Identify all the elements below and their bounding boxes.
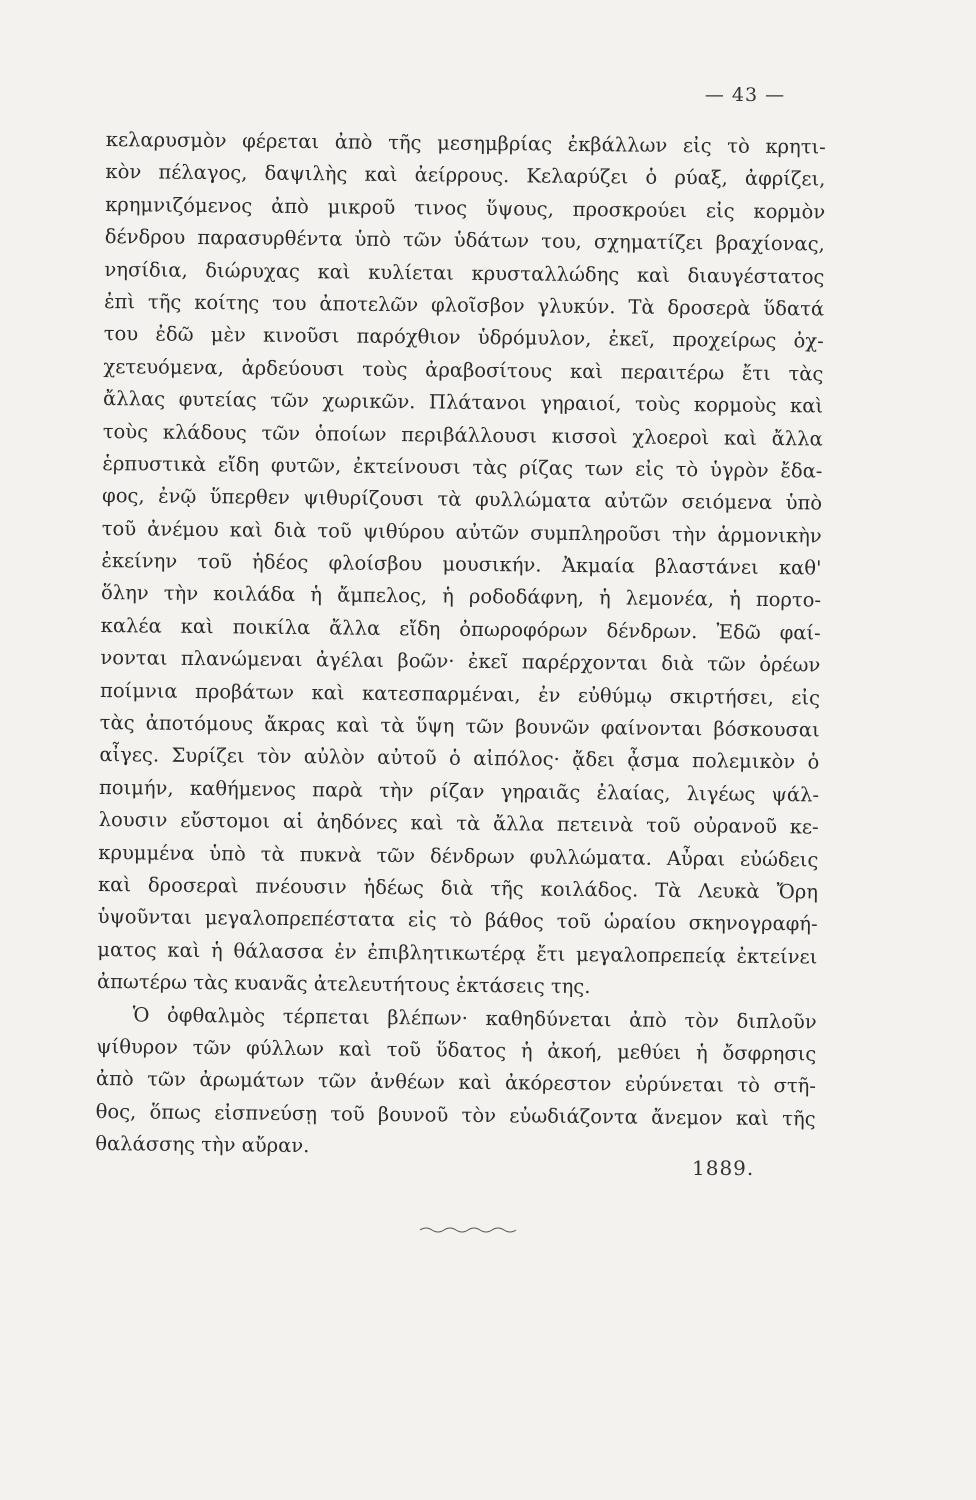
text-line: νονται πλανώμεναι ἀγέλαι βοῶν· ἐκεῖ παρέρχονται διὰ τῶν ὀρέων <box>100 646 821 677</box>
text-line: κελαρυσμὸν φέρεται ἀπὸ τῆς μεσημβρίας ἐκβάλλων εἰς τὸ κρητι- <box>105 127 826 159</box>
text-line: νησίδια, διώρυχας καὶ κυλίεται κρυσταλλώδης καὶ διαυγέστατος <box>104 257 825 289</box>
text-line: ὑψοῦνται μεγαλοπρεπέστατα εἰς τὸ βάθος τοῦ ὡραίου σκηνογραφή- <box>97 905 818 936</box>
text-line: τοῦ ἀνέμου καὶ διὰ τοῦ ψιθύρου αὐτῶν συμπληροῦσι τὴν ἁρμονικὴν <box>101 516 822 548</box>
page-number: — 43 — <box>704 84 786 106</box>
text-line: αἶγες. Συρίζει τὸν αὐλὸν αὐτοῦ ὁ αἰπόλος· ᾄδει ᾆσμα πολεμικὸν ὁ <box>99 743 820 774</box>
text-line: δένδρου παρασυρθέντα ὑπὸ τῶν ὑδάτων του, σχηματίζει βραχίονας, <box>104 225 825 256</box>
text-line: λουσιν εὔστομοι αἱ ἀηδόνες καὶ τὰ ἄλλα πετεινὰ τοῦ οὐρανοῦ κε- <box>98 808 819 839</box>
text-line: ἄλλας φυτείας τῶν χωρικῶν. Πλάτανοι γηραιοί, τοὺς κορμοὺς καὶ <box>103 387 824 418</box>
text-line: ἑρπυστικὰ εἴδη φυτῶν, ἐκτείνουσι τὰς ρίζας των εἰς τὸ ὑγρὸν ἔδα- <box>102 451 823 483</box>
paragraph-2 <box>95 998 817 1167</box>
text-line: κὸν πέλαγος, δαψιλὴς καὶ ἀείρρους. Κελαρύζει ὁ ρύαξ, ἀφρίζει, <box>105 160 826 191</box>
text-line: χετευόμενα, ἀρδεύουσι τοὺς ἀραβοσίτους καὶ περαιτέρω ἔτι τὰς <box>103 354 824 386</box>
text-line: ἐπὶ τῆς κοίτης του ἀποτελῶν φλοῖσβον γλυκύν. Τὰ δροσερὰ ὕδατά <box>104 289 825 321</box>
text-line: ὅλην τὴν κοιλάδα ἡ ἄμπελος, ἡ ροδοδάφνη, ἡ λεμονέα, ἡ πορτο- <box>100 581 822 612</box>
text-line: κρημνιζόμενος ἀπὸ μικροῦ τινος ὕψους, προσκρούει εἰς κορμὸν <box>105 192 826 224</box>
text-line: κρυμμένα ὑπὸ τὰ πυκνὰ τῶν δένδρων φυλλώματα. Αὖραι εὐώδεις <box>98 840 819 872</box>
ornamental-rule <box>418 1224 522 1234</box>
text-line: ποιμήν, καθήμενος παρὰ τὴν ρίζαν γηραιᾶς ἐλαίας, λιγέως ψάλ- <box>98 775 820 807</box>
text-line: φος, ἐνῷ ὕπερθεν ψιθυρίζουσι τὰ φυλλώματα αὐτῶν σειόμενα ὑπὸ <box>101 484 823 515</box>
text-line: του ἐδῶ μὲν κινοῦσι παρόχθιον ὑδρόμυλον, ἐκεῖ, προχείρως ὀχ- <box>103 322 824 353</box>
text-line: Ὁ ὀφθαλμὸς τέρπεται βλέπων· καθηδύνεται ἀπὸ τὸν διπλοῦν <box>132 1002 817 1034</box>
text-line: θαλάσσης τὴν αὔραν. <box>95 1132 310 1158</box>
body-text <box>95 124 826 1168</box>
text-line: καλέα καὶ ποικίλα ἄλλα εἴδη ὀπωροφόρων δένδρων. Ἐδῶ φαί- <box>100 613 821 645</box>
text-line: θος, ὅπως εἰσπνεύσῃ τοῦ βουνοῦ τὸν εὐωδιάζοντα ἄνεμον καὶ τῆς <box>95 1099 816 1131</box>
date-signature: 1889. <box>692 1156 755 1180</box>
text-line: ἀπωτέρω τὰς κυανᾶς ἀτελευτήτους ἐκτάσεις της. <box>96 970 591 999</box>
text-line: ποίμνια προβάτων καὶ κατεσπαρμέναι, ἐν εὐθύμῳ σκιρτήσει, εἰς <box>99 678 821 710</box>
text-line: τοὺς κλάδους τῶν ὁποίων περιβάλλουσι κισσοὶ χλοεροὶ καὶ ἄλλα <box>102 419 823 451</box>
text-line: ἀπὸ τῶν ἀρωμάτων τῶν ἀνθέων καὶ ἀκόρεστον εὐρύνεται τὸ στῆ- <box>95 1067 817 1098</box>
text-line: ματος καὶ ἡ θάλασσα ἐν ἐπιβλητικωτέρᾳ ἔτι μεγαλοπρεπείᾳ ἐκτείνει <box>97 937 818 969</box>
text-line: ψίθυρον τῶν φύλλων καὶ τοῦ ὕδατος ἡ ἀκοή, μεθύει ἡ ὄσφρησις <box>96 1034 817 1066</box>
text-line: τὰς ἀποτόμους ἄκρας καὶ τὰ ὕψη τῶν βουνῶν φαίνονται βόσκουσαι <box>99 710 820 742</box>
text-line: καὶ δροσεραὶ πνέουσιν ἡδέως διὰ τῆς κοιλάδος. Τὰ Λευκὰ Ὄρη <box>97 872 819 904</box>
text-line: ἐκείνην τοῦ ἡδέος φλοίσβου μουσικήν. Ἀκμαία βλαστάνει καθ' <box>101 549 822 580</box>
paragraph-1 <box>97 124 826 1006</box>
